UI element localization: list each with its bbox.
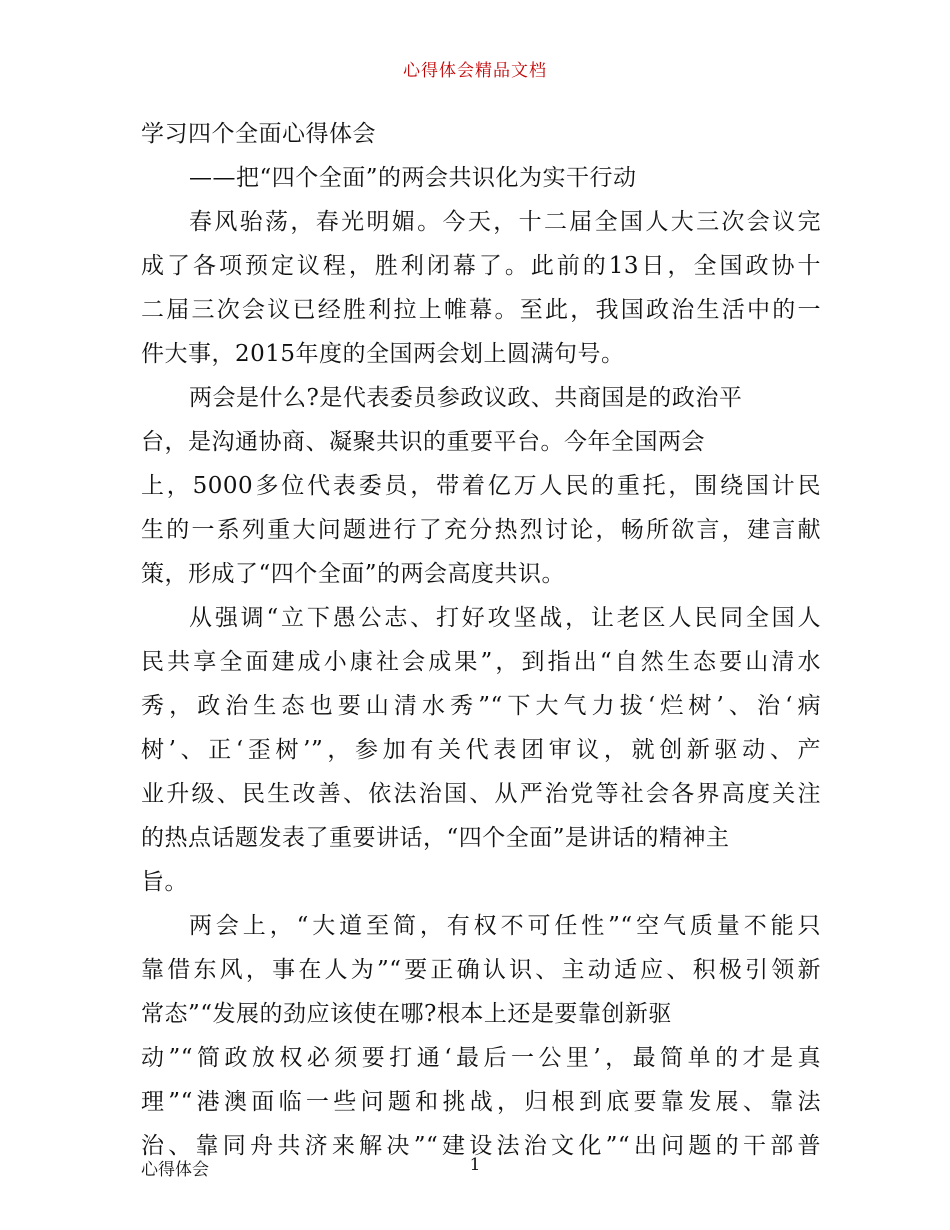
text-line: 二届三次会议已经胜利拉上帷幕。至此，我国政治生活中的一 bbox=[141, 297, 821, 323]
text-line: 树’、正‘歪树’”，参加有关代表团审议，就创新驱动、产 bbox=[141, 737, 821, 763]
text-line: 业升级、民生改善、依法治国、从严治党等社会各界高度关注 bbox=[141, 781, 821, 807]
text-line: 动”“简政放权必须要打通‘最后一公里’，最简单的才是真 bbox=[141, 1045, 821, 1071]
document-body bbox=[141, 112, 821, 1168]
text-line: 理”“港澳面临一些问题和挑战，归根到底要靠发展、靠法 bbox=[141, 1089, 821, 1115]
text-line: 上，5000多位代表委员，带着亿万人民的重托，围绕国计民 bbox=[141, 473, 821, 499]
text-line: 治、靠同舟共济来解决”“建设法治文化”“出问题的干部普 bbox=[141, 1133, 821, 1159]
text-line: 的热点话题发表了重要讲话，“四个全面”是讲话的精神主 bbox=[141, 825, 730, 851]
text-line: 策，形成了“四个全面”的两会高度共识。 bbox=[141, 561, 566, 587]
text-line: 台，是沟通协商、凝聚共识的重要平台。今年全国两会 bbox=[141, 429, 705, 455]
text-line: 秀，政治生态也要山清水秀”“下大气力拔‘烂树’、治‘病 bbox=[141, 693, 821, 719]
document-title: 学习四个全面心得体会 bbox=[141, 121, 376, 147]
text-line: 两会上，“大道至简，有权不可任性”“空气质量不能只 bbox=[189, 913, 821, 939]
text-line: 从强调“立下愚公志、打好攻坚战，让老区人民同全国人 bbox=[189, 605, 821, 631]
text-line: 成了各项预定议程，胜利闭幕了。此前的13日，全国政协十 bbox=[141, 253, 821, 279]
text-line: 旨。 bbox=[141, 869, 188, 895]
text-line: 生的一系列重大问题进行了充分热烈讨论，畅所欲言，建言献 bbox=[141, 517, 821, 543]
page-number: 1 bbox=[469, 1155, 481, 1175]
text-line: 常态”“发展的劲应该使在哪?根本上还是要靠创新驱 bbox=[141, 1001, 672, 1027]
page-header: 心得体会精品文档 bbox=[403, 61, 547, 81]
text-line: 靠借东风，事在人为”“要正确认识、主动适应、积极引领新 bbox=[141, 957, 821, 983]
text-line: 件大事，2015年度的全国两会划上圆满句号。 bbox=[141, 341, 625, 367]
document-subtitle: ——把“四个全面”的两会共识化为实干行动 bbox=[189, 165, 637, 191]
text-line: 民共享全面建成小康社会成果”，到指出“自然生态要山清水 bbox=[141, 649, 821, 675]
page-footer-label: 心得体会 bbox=[141, 1160, 209, 1180]
text-line: 春风骀荡，春光明媚。今天，十二届全国人大三次会议完 bbox=[189, 209, 821, 235]
text-line: 两会是什么?是代表委员参政议政、共商国是的政治平 bbox=[189, 385, 743, 411]
